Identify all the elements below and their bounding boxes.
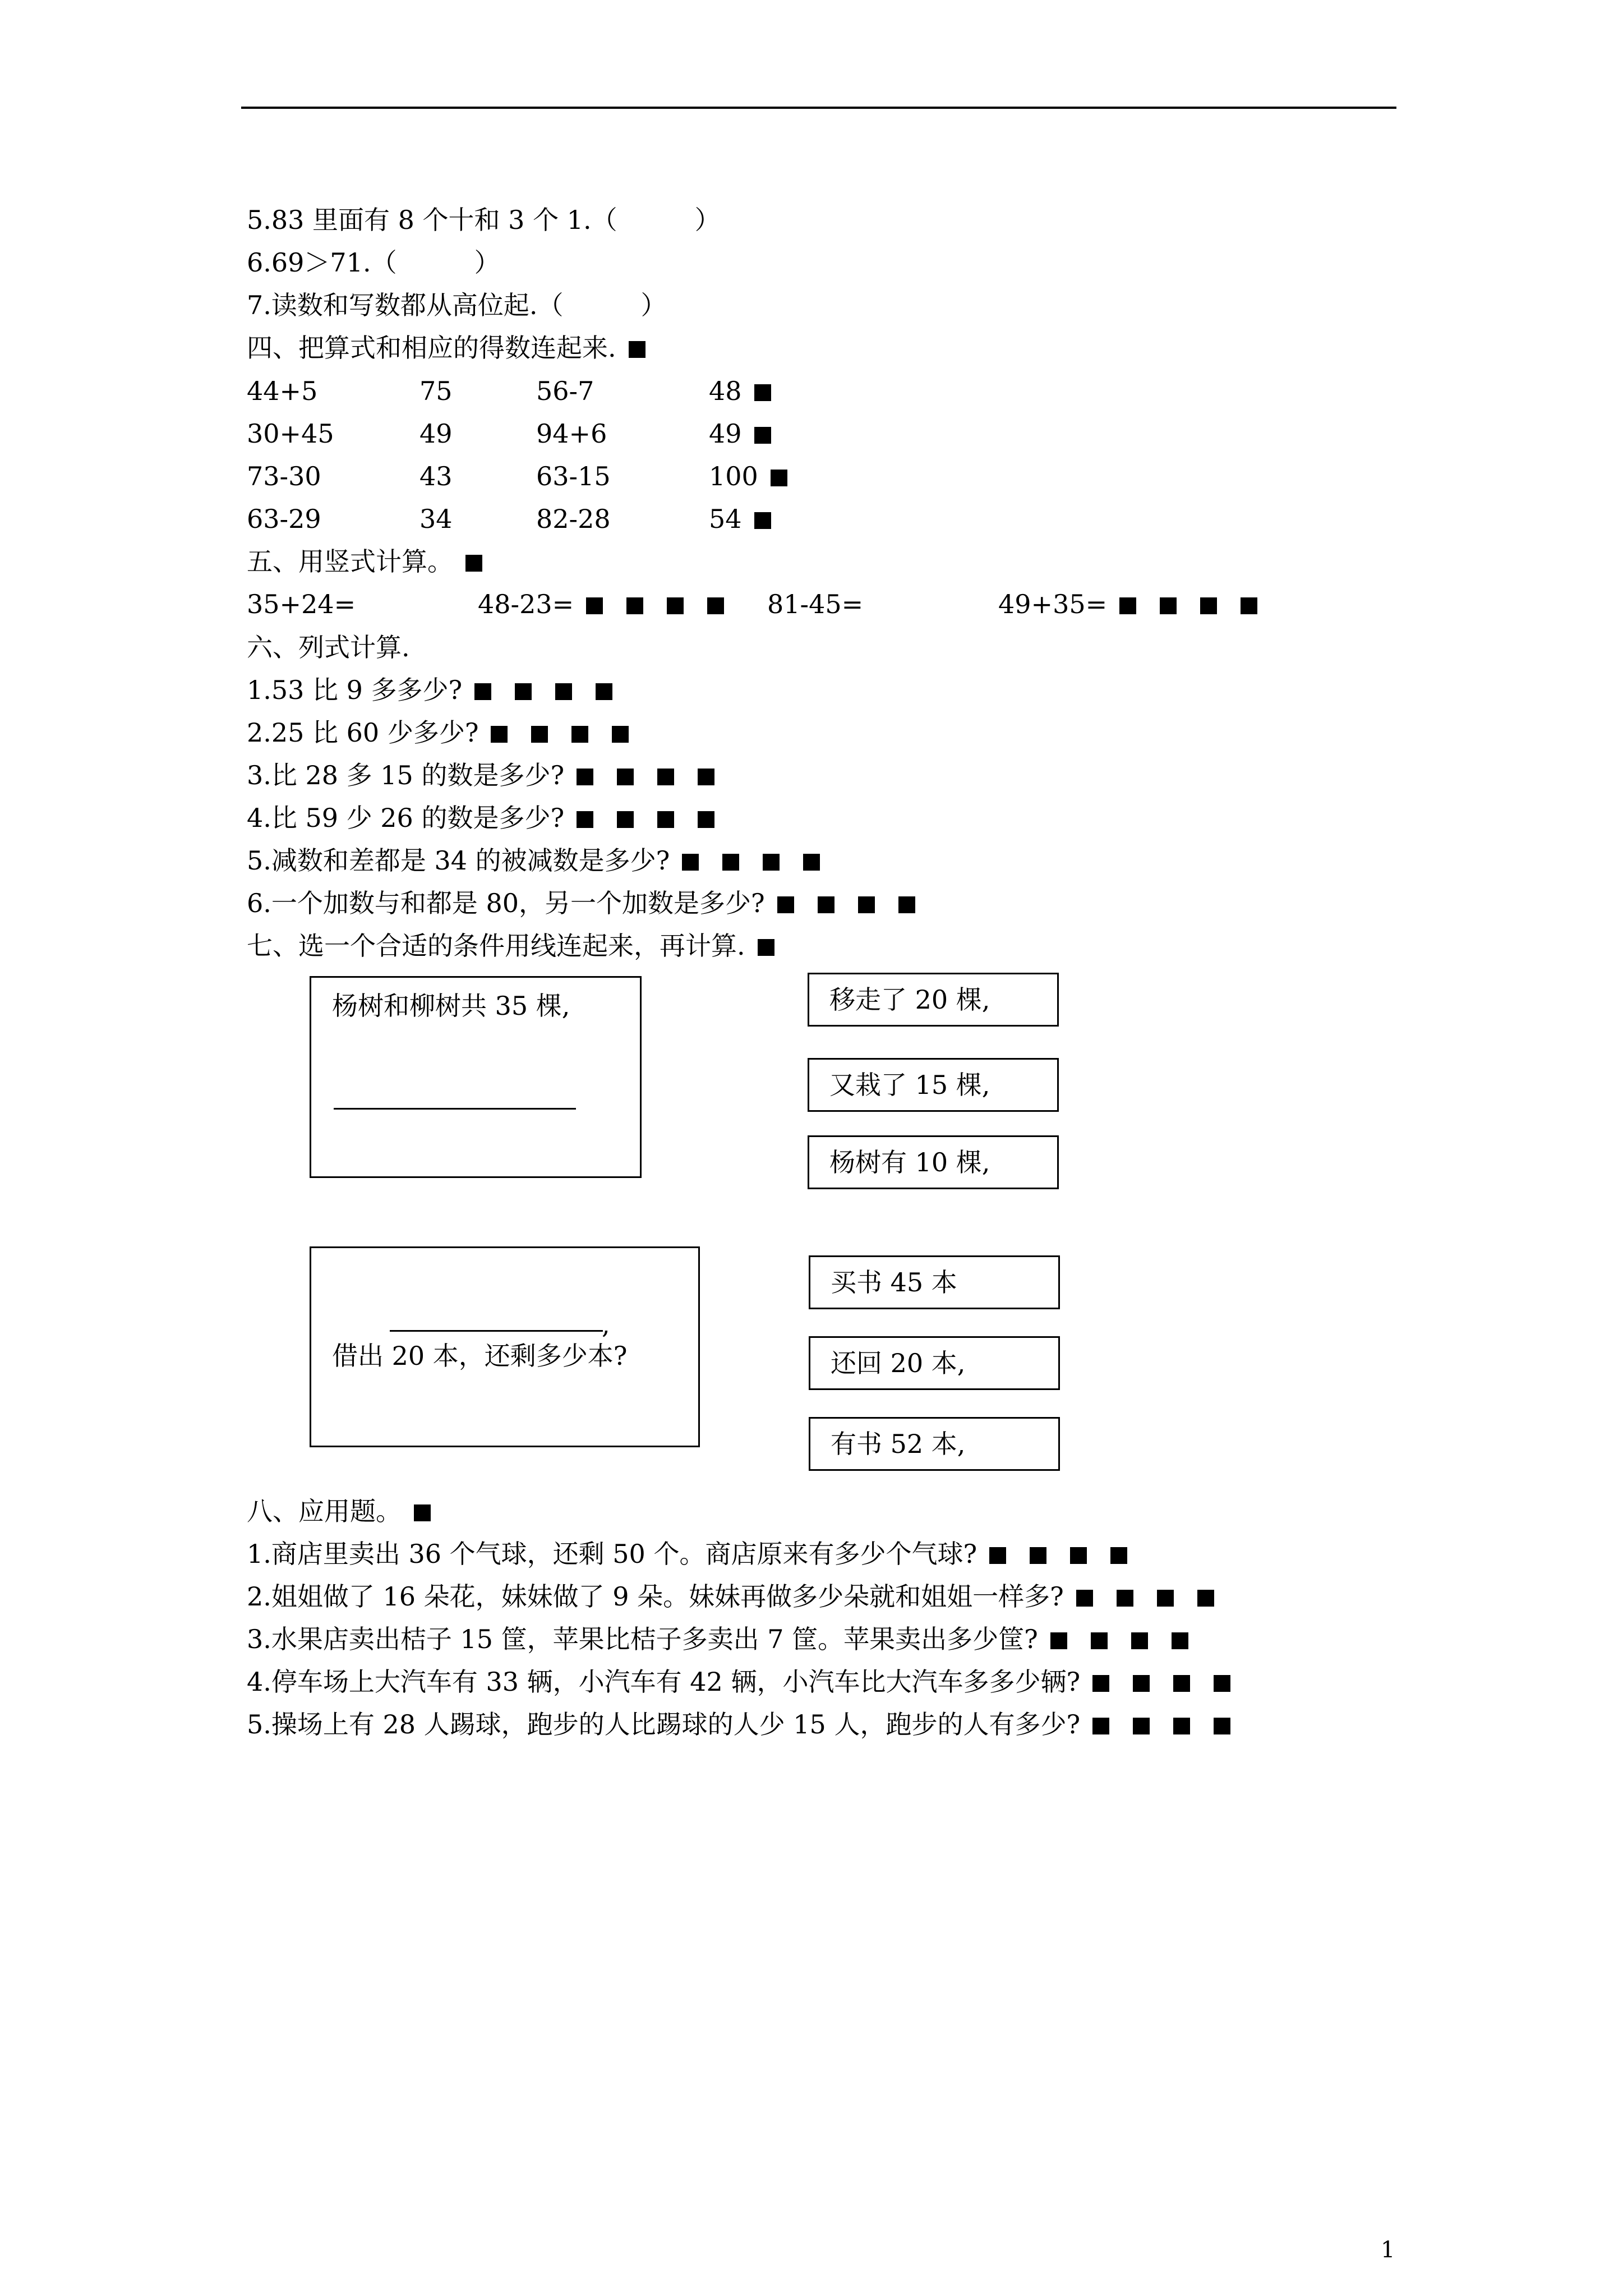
square-mark [617,811,634,828]
square-mark [682,854,699,871]
vertical-calc-item: 35+24= [247,589,356,619]
condition-option[interactable] [809,1336,1060,1390]
square-mark [898,896,915,913]
square-mark [1133,1718,1150,1734]
square-mark [577,769,593,785]
condition-option-label: 有书 52 本, [831,1429,966,1459]
square-mark [491,726,508,743]
blank-comma: , [602,1309,610,1340]
square-mark [1030,1547,1046,1564]
match-expr-right: 63-15 [536,461,611,491]
problem-box-trees [310,976,642,1178]
judge-item-5: 5.83 里面有 8 个十和 3 个 1.（ ） [247,205,721,235]
condition-option-label: 买书 45 本 [831,1267,957,1297]
word-problem-item: 2.姐姐做了 16 朵花，妹妹做了 9 朵。妹妹再做多少朵就和姐姐一样多? [247,1580,1214,1613]
square-mark [515,683,532,700]
section8-heading [247,1494,431,1528]
match-result-right: 54 [709,502,771,536]
square-mark [465,555,482,572]
square-mark [1076,1590,1093,1607]
square-mark [707,597,724,614]
square-mark [596,683,612,700]
section8-title: 八、应用题。 [247,1496,402,1526]
condition-option-label: 移走了 20 棵, [829,984,990,1015]
square-mark [1200,597,1217,614]
square-mark [1157,1590,1174,1607]
square-mark [667,597,684,614]
vertical-calc-item: 48-23= [478,587,724,621]
square-mark [1119,597,1136,614]
section5-heading [247,545,482,578]
square-mark [1091,1632,1108,1649]
square-mark [1214,1675,1230,1692]
equation-item: 3.比 28 多 15 的数是多少? [247,758,714,792]
square-mark [777,896,794,913]
match-expr-left: 30+45 [247,418,334,449]
condition-option-label: 杨树有 10 棵, [829,1147,990,1177]
square-mark [414,1504,431,1521]
square-mark [531,726,548,743]
judge-item-6: 6.69＞71.（ ） [247,247,500,278]
square-mark [657,769,674,785]
square-mark [1092,1675,1109,1692]
section6-title: 六、列式计算. [247,632,410,662]
square-mark [586,597,603,614]
problem-box-books-text: 借出 20 本，还剩多少本? [332,1341,628,1371]
match-result-right: 100 [709,459,787,493]
vertical-calc-item: 81-45= [767,589,864,619]
match-expr-left: 63-29 [247,504,321,534]
match-result-right: 49 [709,417,771,450]
square-mark [1172,1632,1188,1649]
square-mark [617,769,634,785]
page-number: 1 [1381,2237,1395,2263]
problem-box-books [310,1246,700,1447]
square-mark [754,512,771,529]
condition-option[interactable] [808,1135,1059,1189]
square-mark [555,683,572,700]
square-mark [626,597,643,614]
section4-heading [247,331,645,365]
square-mark [989,1547,1006,1564]
square-mark [1131,1632,1148,1649]
square-mark [657,811,674,828]
answer-blank-line [390,1330,603,1332]
word-problem-item: 5.操场上有 28 人踢球，跑步的人比踢球的人少 15 人，跑步的人有多少? [247,1708,1230,1741]
square-mark [1173,1718,1190,1734]
equation-item: 6.一个加数与和都是 80，另一个加数是多少? [247,886,915,920]
condition-option[interactable] [809,1255,1060,1309]
match-expr-right: 94+6 [536,418,607,449]
condition-option-label: 还回 20 本, [831,1348,966,1378]
square-mark [571,726,588,743]
square-mark [754,384,771,401]
condition-option[interactable] [808,1058,1059,1112]
problem-box-trees-text: 杨树和柳树共 35 棵, [332,991,570,1021]
square-mark [474,683,491,700]
judge-item-7: 7.读数和写数都从高位起.（ ） [247,290,667,320]
square-mark [722,854,739,871]
match-result-left: 75 [419,376,453,406]
section7-heading [247,929,774,963]
word-problem-item: 1.商店里卖出 36 个气球，还剩 50 个。商店原来有多少个气球? [247,1537,1127,1571]
square-mark [763,854,780,871]
equation-item: 1.53 比 9 多多少? [247,673,612,707]
square-mark [1070,1547,1087,1564]
header-rule [241,107,1396,109]
match-result-left: 34 [419,504,453,534]
square-mark [758,939,774,956]
square-mark [698,769,714,785]
word-problem-item: 4.停车场上大汽车有 33 辆，小汽车有 42 辆，小汽车比大汽车多多少辆? [247,1665,1230,1699]
match-expr-left: 73-30 [247,461,321,491]
condition-option[interactable] [809,1417,1060,1471]
square-mark [771,470,787,486]
section5-title: 五、用竖式计算。 [247,546,453,577]
equation-item: 2.25 比 60 少多少? [247,716,629,749]
square-mark [1133,1675,1150,1692]
match-expr-right: 82-28 [536,504,611,534]
square-mark [818,896,834,913]
square-mark [1160,597,1177,614]
match-result-left: 43 [419,461,453,491]
square-mark [858,896,875,913]
equation-item: 5.减数和差都是 34 的被减数是多少? [247,844,820,877]
square-mark [1050,1632,1067,1649]
square-mark [698,811,714,828]
square-mark [1110,1547,1127,1564]
match-expr-left: 44+5 [247,376,318,406]
vertical-calc-item: 49+35= [998,587,1257,621]
square-mark [1092,1718,1109,1734]
square-mark [1197,1590,1214,1607]
condition-option[interactable] [808,973,1059,1027]
match-expr-right: 56-7 [536,376,594,406]
square-mark [803,854,820,871]
match-result-left: 49 [419,418,453,449]
square-mark [1214,1718,1230,1734]
match-result-right: 48 [709,374,771,408]
square-mark [629,341,645,358]
equation-item: 4.比 59 少 26 的数是多少? [247,801,714,835]
square-mark [754,427,771,444]
condition-option-label: 又栽了 15 棵, [829,1070,990,1100]
word-problem-item: 3.水果店卖出桔子 15 筐，苹果比桔子多卖出 7 筐。苹果卖出多少筐? [247,1622,1188,1656]
section7-title: 七、选一个合适的条件用线连起来，再计算. [247,931,745,961]
square-mark [1173,1675,1190,1692]
section4-title: 四、把算式和相应的得数连起来. [247,333,616,363]
square-mark [1117,1590,1133,1607]
square-mark [1241,597,1257,614]
answer-blank-line [334,1108,576,1110]
square-mark [577,811,593,828]
square-mark [612,726,629,743]
